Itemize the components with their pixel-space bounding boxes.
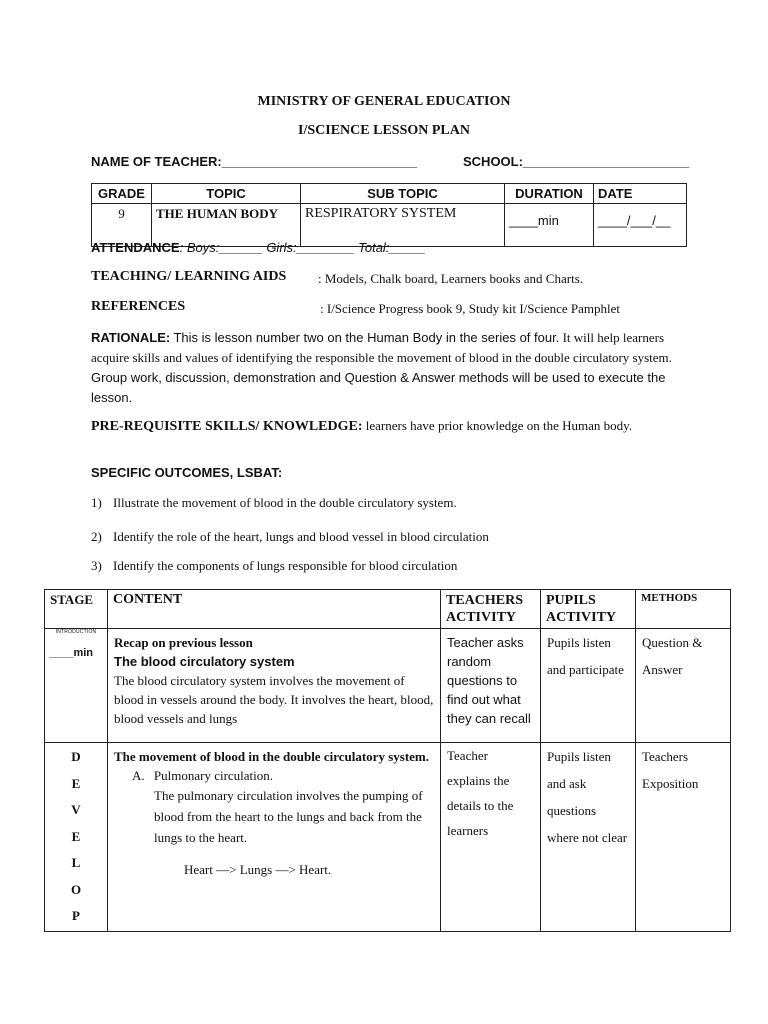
intro-content-subtitle: The blood circulatory system bbox=[114, 654, 295, 669]
attendance-line bbox=[91, 240, 426, 255]
topic-header: TOPIC bbox=[152, 184, 301, 204]
develop-sub-title: Pulmonary circulation. bbox=[153, 768, 274, 783]
outcome-number: 2) bbox=[91, 529, 102, 544]
stage-letter: P bbox=[72, 908, 80, 923]
outcome-item bbox=[91, 558, 457, 574]
develop-teachers-cell: Teacher explains the details to the learners bbox=[441, 743, 541, 932]
school-field: SCHOOL:_______________________ bbox=[463, 154, 690, 169]
intro-stage-tag: INTRODUCTION bbox=[55, 629, 97, 635]
intro-methods-cell: Question & Answer bbox=[636, 629, 731, 743]
develop-stage-cell bbox=[45, 743, 108, 932]
intro-content-cell bbox=[108, 629, 441, 743]
references-value: : I/Science Progress book 9, Study kit I/Science Pamphlet bbox=[320, 301, 621, 316]
teacher-name-field: NAME OF TEACHER:___________________________ bbox=[91, 154, 417, 169]
develop-stage-letters bbox=[46, 744, 106, 930]
intro-stage-cell bbox=[45, 629, 108, 743]
outcome-item bbox=[91, 495, 457, 511]
attendance-label: ATTENDANCE bbox=[91, 240, 180, 255]
content-header: CONTENT bbox=[108, 590, 441, 629]
methods-header: METHODS bbox=[636, 590, 731, 629]
intro-pupils-cell: Pupils listen and participate bbox=[541, 629, 636, 743]
rationale-label: RATIONALE: bbox=[91, 330, 171, 345]
specific-outcomes-heading: SPECIFIC OUTCOMES, LSBAT: bbox=[91, 465, 283, 480]
lesson-plan-title: I/SCIENCE LESSON PLAN bbox=[298, 123, 470, 138]
subtopic-header: SUB TOPIC bbox=[301, 184, 505, 204]
topic-value: THE HUMAN BODY bbox=[152, 204, 301, 247]
stage-letter: D bbox=[71, 749, 81, 764]
intro-teachers-cell: Teacher asks random questions to find out what they can recall bbox=[441, 629, 541, 743]
outcome-text: Identify the components of lungs responsible for blood circulation bbox=[113, 558, 458, 573]
rationale-paragraph bbox=[91, 328, 678, 408]
prerequisite-paragraph bbox=[91, 416, 678, 436]
lesson-activity-table bbox=[44, 589, 731, 932]
rationale-part3: Group work, discussion, demonstration and Question & Answer methods will be used to execute the lesson. bbox=[91, 370, 666, 405]
duration-header: DURATION bbox=[505, 184, 594, 204]
teachers-activity-header: TEACHERS ACTIVITY bbox=[441, 590, 541, 629]
date-header: DATE bbox=[594, 184, 687, 204]
develop-content-cell bbox=[108, 743, 441, 932]
lesson-table-header-row bbox=[45, 590, 731, 629]
stage-letter: E bbox=[71, 828, 81, 844]
rationale-part1: This is lesson number two on the Human Body in the series of four. bbox=[173, 330, 560, 345]
introduction-row bbox=[45, 629, 731, 743]
stage-letter: E bbox=[71, 775, 81, 791]
intro-stage-time: ____min bbox=[49, 647, 94, 659]
develop-content-title: The movement of blood in the double circulatory system. bbox=[114, 749, 429, 764]
ministry-title: MINISTRY OF GENERAL EDUCATION bbox=[257, 94, 511, 109]
stage-header: STAGE bbox=[45, 590, 108, 629]
lesson-info-table bbox=[91, 183, 687, 247]
attendance-fields: : Boys:______ Girls:________ Total:_____ bbox=[179, 240, 426, 255]
stage-letter: L bbox=[71, 855, 81, 870]
subtopic-value: RESPIRATORY SYSTEM bbox=[301, 204, 505, 247]
duration-value: ____min bbox=[505, 204, 594, 247]
references-label: REFERENCES bbox=[91, 299, 186, 314]
outcome-number: 1) bbox=[91, 495, 102, 510]
develop-sub-marker: A. bbox=[132, 768, 145, 783]
pupils-activity-header: PUPILS ACTIVITY bbox=[541, 590, 636, 629]
info-table-header-row bbox=[92, 184, 687, 204]
outcome-number: 3) bbox=[91, 558, 102, 573]
prerequisite-text: learners have prior knowledge on the Human body. bbox=[365, 418, 633, 433]
intro-content-text: The blood circulatory system involves the movement of blood in vessels around the body. It involves the heart, blood, blood vessels and lungs bbox=[114, 673, 434, 726]
develop-row bbox=[45, 743, 731, 932]
teaching-aids-label: TEACHING/ LEARNING AIDS bbox=[91, 269, 287, 284]
intro-content-title: Recap on previous lesson bbox=[114, 635, 253, 650]
develop-flow: Heart —> Lungs —> Heart. bbox=[184, 862, 332, 877]
outcome-text: Identify the role of the heart, lungs and blood vessel in blood circulation bbox=[113, 529, 489, 544]
develop-subheading bbox=[114, 766, 434, 785]
grade-header: GRADE bbox=[92, 184, 152, 204]
develop-sub-text: The pulmonary circulation involves the pumping of blood from the heart to the lungs and back from the lungs to the heart. bbox=[154, 788, 423, 845]
teaching-aids-value: : Models, Chalk board, Learners books and Charts. bbox=[318, 271, 584, 286]
rationale-part2: It will help learners acquire skills and values of identifying the responsible the movement of blood in the double circulatory system. bbox=[91, 330, 672, 365]
stage-letter: V bbox=[71, 802, 81, 817]
stage-letter: O bbox=[70, 881, 82, 897]
prerequisite-label: PRE-REQUISITE SKILLS/ KNOWLEDGE: bbox=[91, 419, 363, 434]
outcome-text: Illustrate the movement of blood in the double circulatory system. bbox=[113, 495, 457, 510]
develop-pupils-cell: Pupils listen and ask questions where not clear bbox=[541, 743, 636, 932]
grade-value: 9 bbox=[92, 204, 152, 247]
outcome-item bbox=[91, 529, 489, 545]
date-value: ____/___/__ bbox=[594, 204, 687, 247]
develop-methods-cell: Teachers Exposition bbox=[636, 743, 731, 932]
